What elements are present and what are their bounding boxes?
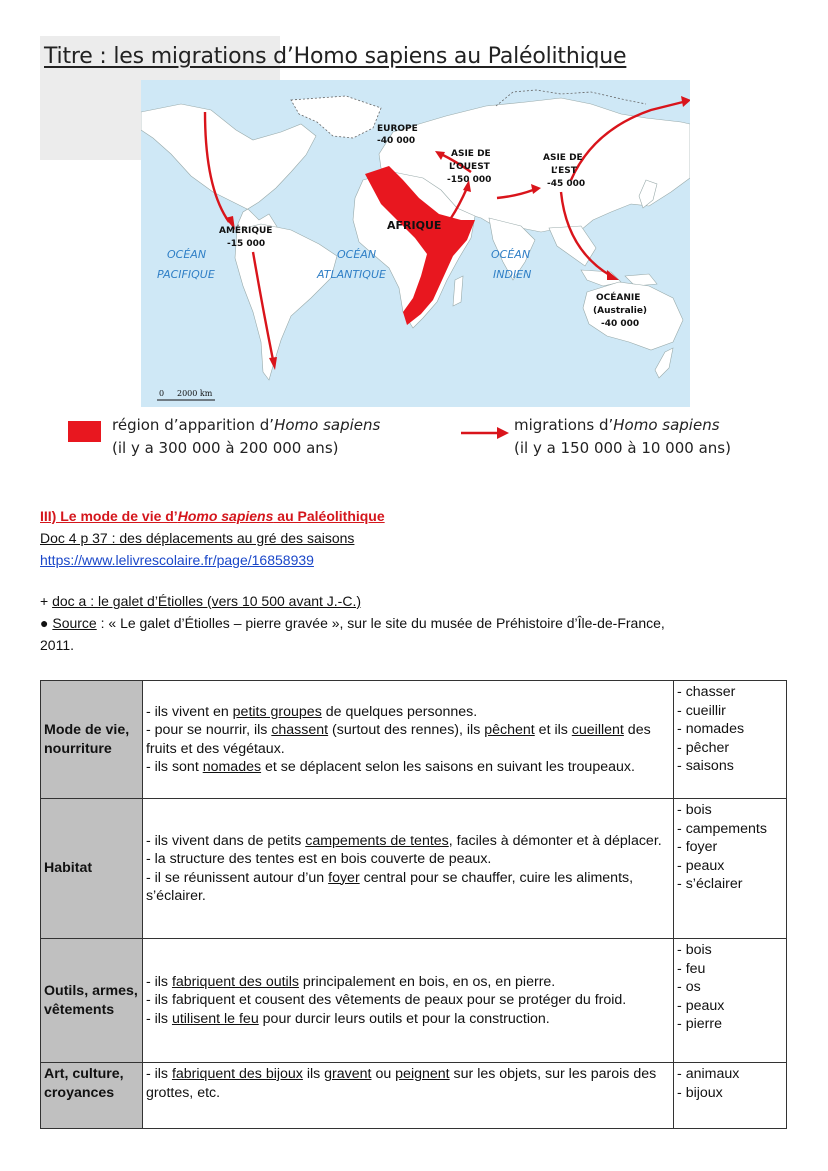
table-row: [41, 1063, 787, 1129]
source-line: ● Source : « Le galet d’Étiolles – pierre gravée », sur le site du musée de Préhistoire d’Île-de-France,: [40, 615, 665, 631]
row-keywords: [674, 799, 787, 939]
label-asia-east-date: -45 000: [547, 179, 586, 189]
keyword-item: - pierre: [677, 1016, 722, 1032]
row-keywords: [674, 939, 787, 1063]
text-segment: , faciles à démonter et à déplacer.: [448, 832, 662, 849]
label-asia-east-1: ASIE DE: [543, 153, 583, 163]
legend-origin-line1: région d’apparition d’Homo sapiens: [112, 416, 381, 434]
key-term: gravent: [324, 1066, 372, 1082]
text-segment: - ils: [145, 973, 172, 990]
section-title: III) Le mode de vie d’Homo sapiens au Paléolithique: [40, 508, 385, 524]
text-segment: - ils: [145, 1010, 172, 1027]
description-line: [146, 973, 670, 992]
key-term: chassent: [271, 722, 329, 738]
scale-zero: 0: [159, 389, 165, 398]
row-keywords: [674, 1063, 787, 1129]
key-term: peignent: [395, 1066, 450, 1082]
text-segment: et se déplacent selon les saisons en suivant les troupeaux.: [261, 759, 635, 775]
row-description: [142, 939, 673, 1063]
legend-migration-arrow-icon: [461, 426, 509, 440]
doc4-link[interactable]: https://www.lelivrescolaire.fr/page/16858939: [40, 552, 314, 568]
label-ocean-atlantic-1: OCÉAN: [337, 248, 377, 261]
label-asia-west-date: -150 000: [447, 175, 492, 185]
summary-table: [40, 680, 787, 1129]
label-asia-east-2: L’EST: [551, 166, 577, 176]
description-line: [146, 703, 670, 722]
text-segment: ou: [371, 1066, 396, 1082]
legend-migration-line2: (il y a 150 000 à 10 000 ans): [514, 439, 731, 457]
table-row: [41, 681, 787, 799]
label-ocean-atlantic-2: ATLANTIQUE: [317, 268, 386, 281]
label-asia-west-2: L’OUEST: [449, 162, 490, 172]
keyword-item: - bois: [677, 802, 712, 818]
description-line: [146, 850, 670, 869]
row-keywords: [674, 681, 787, 799]
keyword-item: - bois: [677, 942, 712, 958]
row-description: [142, 799, 673, 939]
label-asia-west-1: ASIE DE: [451, 149, 491, 159]
text-segment: - il se réunissent autour d’un: [145, 869, 329, 886]
text-segment: - ils vivent en: [145, 703, 233, 720]
keyword-item: - peaux: [677, 857, 725, 874]
keyword-item: - campements: [677, 820, 767, 837]
label-america: AMÉRIQUE: [219, 226, 273, 236]
text-segment: des fruits et des végétaux.: [145, 722, 651, 757]
page-title: Titre : les migrations d’Homo sapiens au Paléolithique: [44, 44, 627, 69]
label-oceania-date: -40 000: [601, 319, 640, 329]
legend-origin-line2: (il y a 300 000 à 200 000 ans): [112, 439, 339, 457]
row-header: Outils, armes, vêtements: [41, 939, 143, 1063]
key-term: campements de tentes: [305, 832, 449, 849]
row-header: Art, culture, croyances: [41, 1063, 143, 1129]
keyword-item: - s’éclairer: [677, 876, 743, 892]
text-segment: ils: [302, 1066, 325, 1082]
legend-origin-swatch: [68, 421, 101, 442]
key-term: petits groupes: [232, 703, 322, 720]
keyword-item: - peaux: [677, 997, 725, 1014]
text-segment: - ils vivent dans de petits: [145, 832, 306, 849]
keyword-item: - animaux: [677, 1066, 740, 1082]
text-segment: pour durcir leurs outils et pour la construction.: [258, 1010, 550, 1027]
label-ocean-pacific-1: OCÉAN: [167, 248, 207, 261]
text-segment: - ils sont: [145, 759, 203, 775]
row-header: Habitat: [41, 799, 143, 939]
label-ocean-indian-2: INDIEN: [493, 268, 532, 281]
description-line: [146, 758, 670, 777]
key-term: fabriquent des outils: [171, 973, 299, 990]
table-row: [41, 799, 787, 939]
doc4-reference: Doc 4 p 37 : des déplacements au gré des saisons: [40, 530, 355, 546]
label-africa: AFRIQUE: [387, 219, 442, 232]
keyword-item: - cueillir: [677, 702, 726, 719]
description-line: [146, 991, 670, 1010]
text-segment: (surtout des rennes), ils: [328, 722, 485, 738]
keyword-item: - saisons: [677, 758, 734, 774]
label-ocean-indian-1: OCÉAN: [491, 248, 531, 261]
text-segment: - la structure des tentes est en bois couverte de peaux.: [145, 851, 492, 867]
label-oceania-sub: (Australie): [593, 306, 648, 316]
label-europe-date: -40 000: [377, 136, 416, 146]
key-term: nomades: [202, 759, 262, 775]
text-segment: - pour se nourrir, ils: [145, 722, 272, 738]
keyword-item: - chasser: [677, 684, 736, 700]
text-segment: principalement en bois, en os, en pierre.: [298, 973, 556, 990]
description-line: [146, 1010, 670, 1029]
key-term: pêchent: [484, 722, 535, 738]
key-term: cueillent: [571, 722, 624, 738]
text-segment: - ils fabriquent et cousent des vêtements de peaux pour se protéger du froid.: [145, 992, 627, 1009]
description-line: [146, 721, 670, 758]
label-oceania: OCÉANIE: [596, 293, 641, 303]
text-segment: de quelques personnes.: [321, 703, 478, 720]
key-term: fabriquent des bijoux: [171, 1066, 303, 1082]
source-label: Source: [52, 615, 97, 631]
keyword-item: - feu: [677, 960, 706, 977]
label-europe: EUROPE: [377, 124, 418, 134]
text-segment: et ils: [534, 722, 572, 738]
keyword-item: - nomades: [677, 721, 745, 737]
label-ocean-pacific-2: PACIFIQUE: [157, 268, 215, 281]
text-segment: sur les objets, sur les parois des grottes, etc.: [145, 1066, 657, 1101]
label-america-date: -15 000: [227, 239, 266, 249]
key-term: foyer: [328, 869, 360, 886]
keyword-item: - foyer: [677, 839, 718, 855]
migration-map: [141, 80, 690, 407]
keyword-item: - pêcher: [677, 739, 730, 756]
row-description: [142, 1063, 673, 1129]
keyword-item: - bijoux: [677, 1084, 723, 1101]
row-description: [142, 681, 673, 799]
description-line: [146, 869, 670, 906]
text-segment: central pour se chauffer, cuire les aliments, s’éclairer.: [145, 869, 634, 904]
table-row: [41, 939, 787, 1063]
description-line: [146, 1065, 670, 1102]
source-year: 2011.: [40, 637, 74, 653]
description-line: [146, 832, 670, 851]
text-segment: - ils: [145, 1066, 172, 1082]
key-term: utilisent le feu: [171, 1010, 259, 1027]
doc-a-reference: doc a : le galet d’Étiolles (vers 10 500 avant J.-C.): [52, 593, 362, 609]
keyword-item: - os: [677, 979, 701, 995]
doc4-link-line: [40, 552, 314, 568]
scale-label: 2000 km: [177, 389, 213, 398]
doc-a-line: + doc a : le galet d’Étiolles (vers 10 500 avant J.-C.): [40, 593, 362, 609]
legend-migration-line1: migrations d’Homo sapiens: [514, 416, 720, 434]
row-header: Mode de vie, nourriture: [41, 681, 143, 799]
